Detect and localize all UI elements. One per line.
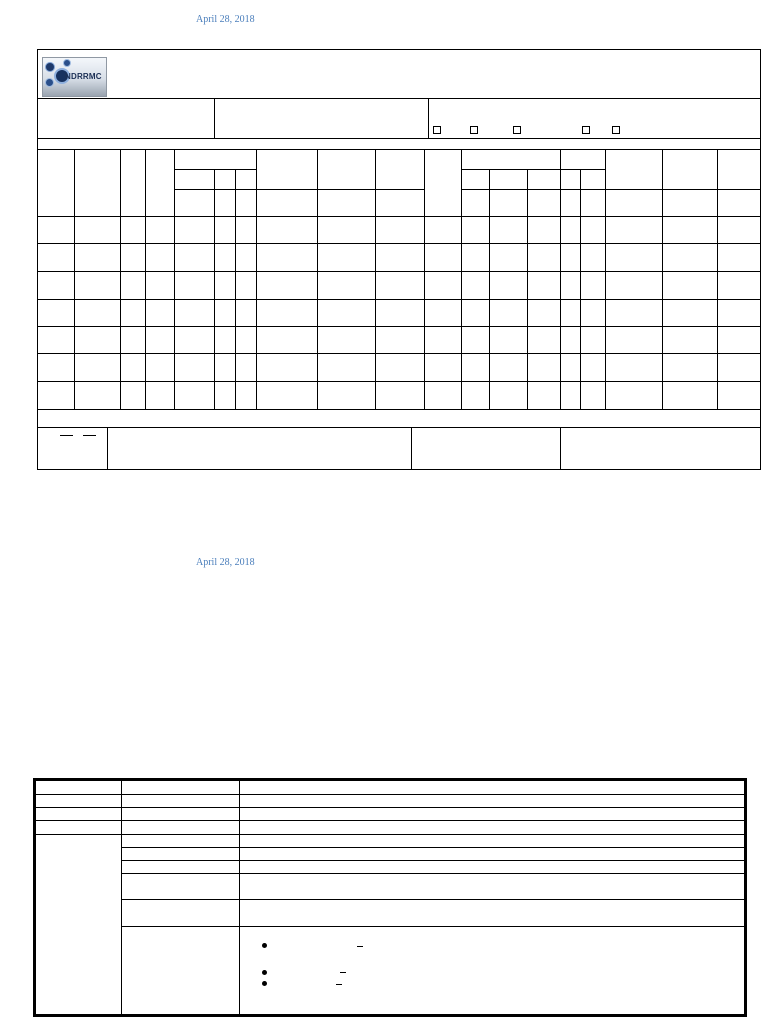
bullet-2 bbox=[262, 970, 267, 975]
page1-date: April 28, 2018 bbox=[196, 14, 255, 25]
signature-dash-1 bbox=[60, 435, 73, 436]
checkbox-5[interactable] bbox=[612, 126, 620, 134]
checkbox-2[interactable] bbox=[470, 126, 478, 134]
checkbox-1[interactable] bbox=[433, 126, 441, 134]
checkbox-4[interactable] bbox=[582, 126, 590, 134]
logo-text: NDRRMC bbox=[65, 72, 102, 81]
signature-dash-2 bbox=[83, 435, 96, 436]
page2-date: April 28, 2018 bbox=[196, 557, 255, 568]
bullet-1 bbox=[262, 943, 267, 948]
checkbox-3[interactable] bbox=[513, 126, 521, 134]
bullet-3 bbox=[262, 981, 267, 986]
ndrrmc-logo bbox=[42, 57, 107, 97]
